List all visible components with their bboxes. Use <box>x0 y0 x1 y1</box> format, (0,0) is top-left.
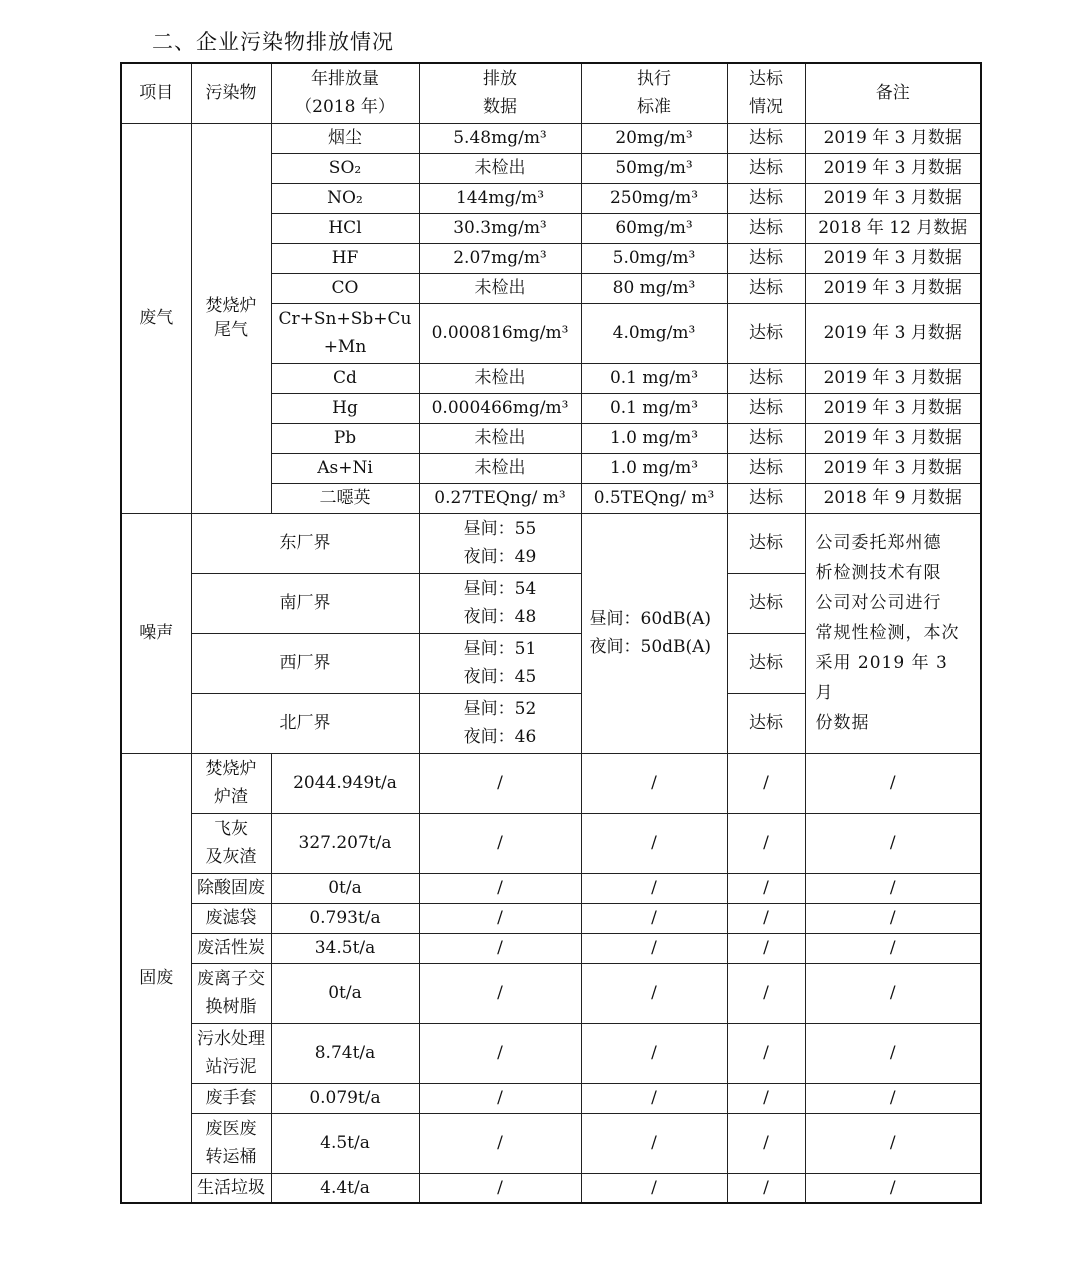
standard-value: 1.0 mg/m³ <box>581 453 727 483</box>
status-value: 达标 <box>727 153 805 183</box>
standard-value: 20mg/m³ <box>581 123 727 153</box>
waste-name: 废活性炭 <box>191 933 271 963</box>
status-value: / <box>727 903 805 933</box>
table-row <box>121 513 981 573</box>
standard-value: 0.1 mg/m³ <box>581 393 727 423</box>
status-value: 达标 <box>727 123 805 153</box>
remark-value: 2019 年 3 月数据 <box>805 393 981 423</box>
standard-value: / <box>581 903 727 933</box>
standard-value: 80 mg/m³ <box>581 273 727 303</box>
noise-night: 夜间：46 <box>463 727 537 747</box>
remark-value: 2018 年 12 月数据 <box>805 213 981 243</box>
waste-name-line1: 废医废 <box>205 1119 257 1139</box>
remark-value: 2019 年 3 月数据 <box>805 453 981 483</box>
standard-value: 5.0mg/m³ <box>581 243 727 273</box>
boundary-name: 南厂界 <box>191 573 419 633</box>
emission-value: 未检出 <box>419 363 581 393</box>
waste-name-line1: 焚烧炉 <box>205 759 257 779</box>
standard-value: / <box>581 873 727 903</box>
emission-value: / <box>419 963 581 1023</box>
header-standard-line2: 标准 <box>637 97 671 118</box>
emission-value: / <box>419 933 581 963</box>
remark-value: 2019 年 3 月数据 <box>805 303 981 363</box>
emission-table <box>120 62 982 1204</box>
noise-standard-day: 昼间：60dB(A) <box>589 609 712 629</box>
boundary-name: 西厂界 <box>191 633 419 693</box>
remark-value: 2019 年 3 月数据 <box>805 363 981 393</box>
emission-value: 0.000816mg/m³ <box>419 303 581 363</box>
status-value: 达标 <box>727 273 805 303</box>
standard-value: / <box>581 1023 727 1083</box>
status-value: 达标 <box>727 483 805 513</box>
emission-value: / <box>419 753 581 813</box>
standard-value: 50mg/m³ <box>581 153 727 183</box>
remark-line: 份数据 <box>815 713 870 733</box>
status-value: / <box>727 933 805 963</box>
waste-name-line1: 污水处理 <box>197 1029 265 1049</box>
remark-value: 2019 年 3 月数据 <box>805 273 981 303</box>
waste-amount: 0t/a <box>271 963 419 1023</box>
standard-value: / <box>581 1113 727 1173</box>
remark-value: / <box>805 933 981 963</box>
source-line1: 焚烧炉 <box>205 296 257 316</box>
waste-amount: 327.207t/a <box>271 813 419 873</box>
emission-value: / <box>419 813 581 873</box>
standard-value: / <box>581 813 727 873</box>
header-remark: 备注 <box>805 63 981 123</box>
standard-value: 60mg/m³ <box>581 213 727 243</box>
emission-value: / <box>419 1113 581 1173</box>
noise-day: 昼间：54 <box>463 579 537 599</box>
remark-value: / <box>805 1083 981 1113</box>
pollutant-name: CO <box>271 273 419 303</box>
table-row <box>121 1173 981 1203</box>
emission-value: 未检出 <box>419 423 581 453</box>
table-row <box>121 813 981 873</box>
header-status-line2: 情况 <box>749 97 783 118</box>
pollutant-name: 二噁英 <box>271 483 419 513</box>
waste-name-line2: 转运桶 <box>205 1147 257 1167</box>
status-value: 达标 <box>727 633 805 693</box>
emission-value: / <box>419 873 581 903</box>
remark-value: 2019 年 3 月数据 <box>805 423 981 453</box>
remark-line: 析检测技术有限 <box>815 563 942 583</box>
waste-name-line2: 及灰渣 <box>205 847 257 867</box>
emission-value: / <box>419 1173 581 1203</box>
emission-value: 未检出 <box>419 273 581 303</box>
emission-value: 30.3mg/m³ <box>419 213 581 243</box>
pollutant-name: Pb <box>271 423 419 453</box>
pollutant-name: HF <box>271 243 419 273</box>
waste-name-line2: 站污泥 <box>205 1057 257 1077</box>
waste-name <box>191 963 271 1023</box>
emission-value: 0.27TEQng/ m³ <box>419 483 581 513</box>
standard-value: / <box>581 933 727 963</box>
pollutant-name-line2: +Mn <box>323 337 367 357</box>
waste-name: 废手套 <box>191 1083 271 1113</box>
waste-name <box>191 753 271 813</box>
status-value: / <box>727 1113 805 1173</box>
pollutant-name <box>271 303 419 363</box>
noise-day: 昼间：52 <box>463 699 537 719</box>
pollutant-name: SO₂ <box>271 153 419 183</box>
waste-name: 废滤袋 <box>191 903 271 933</box>
standard-value: 250mg/m³ <box>581 183 727 213</box>
remark-value: / <box>805 753 981 813</box>
status-value: / <box>727 1173 805 1203</box>
remark-value: 2019 年 3 月数据 <box>805 183 981 213</box>
standard-value: 0.1 mg/m³ <box>581 363 727 393</box>
header-emission-line2: 数据 <box>483 97 517 118</box>
status-value: 达标 <box>727 303 805 363</box>
standard-value: / <box>581 753 727 813</box>
noise-remark <box>805 513 981 753</box>
noise-night: 夜间：45 <box>463 667 537 687</box>
waste-amount: 8.74t/a <box>271 1023 419 1083</box>
section-title: 二、企业污染物排放情况 <box>152 30 394 54</box>
remark-value: / <box>805 1023 981 1083</box>
table-row <box>121 873 981 903</box>
category-waste-gas: 废气 <box>121 123 191 513</box>
standard-value: / <box>581 1083 727 1113</box>
remark-value: / <box>805 813 981 873</box>
emission-value: 2.07mg/m³ <box>419 243 581 273</box>
table-row <box>121 963 981 1023</box>
waste-name-line2: 炉渣 <box>214 787 248 807</box>
noise-value <box>419 693 581 753</box>
pollutant-name: Cd <box>271 363 419 393</box>
waste-amount: 0t/a <box>271 873 419 903</box>
waste-gas-source <box>191 123 271 513</box>
status-value: 达标 <box>727 573 805 633</box>
waste-amount: 4.4t/a <box>271 1173 419 1203</box>
header-status-line1: 达标 <box>749 69 783 90</box>
header-standard-line1: 执行 <box>637 69 671 90</box>
noise-day: 昼间：55 <box>463 519 537 539</box>
emission-value: 未检出 <box>419 453 581 483</box>
emission-value: / <box>419 1023 581 1083</box>
remark-line: 采用 2019 年 3 月 <box>815 653 948 703</box>
pollutant-name: NO₂ <box>271 183 419 213</box>
remark-line: 常规性检测，本次 <box>815 623 960 643</box>
noise-night: 夜间：48 <box>463 607 537 627</box>
table-row <box>121 903 981 933</box>
status-value: / <box>727 813 805 873</box>
waste-amount: 0.079t/a <box>271 1083 419 1113</box>
status-value: / <box>727 1023 805 1083</box>
remark-value: 2019 年 3 月数据 <box>805 243 981 273</box>
remark-value: / <box>805 873 981 903</box>
pollutant-name-line1: Cr+Sn+Sb+Cu <box>278 309 412 329</box>
waste-name: 生活垃圾 <box>191 1173 271 1203</box>
emission-value: 未检出 <box>419 153 581 183</box>
remark-value: 2018 年 9 月数据 <box>805 483 981 513</box>
noise-value <box>419 633 581 693</box>
header-emission-line1: 排放 <box>483 69 517 90</box>
remark-value: / <box>805 1113 981 1173</box>
table-row <box>121 753 981 813</box>
source-line2: 尾气 <box>214 320 248 340</box>
noise-value <box>419 513 581 573</box>
noise-day: 昼间：51 <box>463 639 537 659</box>
header-row <box>121 63 981 123</box>
header-standard <box>581 63 727 123</box>
remark-value: / <box>805 963 981 1023</box>
table-row <box>121 933 981 963</box>
pollutant-name: As+Ni <box>271 453 419 483</box>
header-annual <box>271 63 419 123</box>
emission-value: 144mg/m³ <box>419 183 581 213</box>
remark-value: 2019 年 3 月数据 <box>805 153 981 183</box>
table-row <box>121 123 981 153</box>
noise-standard <box>581 513 727 753</box>
waste-name <box>191 1023 271 1083</box>
standard-value: 1.0 mg/m³ <box>581 423 727 453</box>
waste-name: 除酸固废 <box>191 873 271 903</box>
header-annual-line2: （2018 年） <box>295 97 395 118</box>
waste-amount: 2044.949t/a <box>271 753 419 813</box>
remark-line: 公司对公司进行 <box>815 593 942 613</box>
standard-value: 4.0mg/m³ <box>581 303 727 363</box>
status-value: / <box>727 873 805 903</box>
noise-value <box>419 573 581 633</box>
standard-value: / <box>581 963 727 1023</box>
waste-name <box>191 1113 271 1173</box>
boundary-name: 北厂界 <box>191 693 419 753</box>
status-value: 达标 <box>727 183 805 213</box>
table-row <box>121 1083 981 1113</box>
status-value: 达标 <box>727 363 805 393</box>
category-solid-waste: 固废 <box>121 753 191 1203</box>
waste-amount: 0.793t/a <box>271 903 419 933</box>
remark-value: 2019 年 3 月数据 <box>805 123 981 153</box>
status-value: 达标 <box>727 453 805 483</box>
emission-value: / <box>419 903 581 933</box>
remark-value: / <box>805 1173 981 1203</box>
pollutant-name: HCl <box>271 213 419 243</box>
pollutant-name: 烟尘 <box>271 123 419 153</box>
header-status <box>727 63 805 123</box>
waste-name-line2: 换树脂 <box>205 997 257 1017</box>
waste-amount: 4.5t/a <box>271 1113 419 1173</box>
emission-value: / <box>419 1083 581 1113</box>
noise-night: 夜间：49 <box>463 547 537 567</box>
header-annual-line1: 年排放量 <box>311 69 379 90</box>
remark-value: / <box>805 903 981 933</box>
header-pollutant: 污染物 <box>191 63 271 123</box>
header-emission <box>419 63 581 123</box>
table-row <box>121 1023 981 1083</box>
status-value: 达标 <box>727 693 805 753</box>
noise-standard-night: 夜间：50dB(A) <box>589 637 712 657</box>
table-row <box>121 1113 981 1173</box>
waste-amount: 34.5t/a <box>271 933 419 963</box>
status-value: 达标 <box>727 513 805 573</box>
waste-name-line1: 飞灰 <box>214 819 248 839</box>
header-item: 项目 <box>121 63 191 123</box>
status-value: / <box>727 1083 805 1113</box>
status-value: 达标 <box>727 393 805 423</box>
status-value: / <box>727 753 805 813</box>
pollutant-name: Hg <box>271 393 419 423</box>
category-noise: 噪声 <box>121 513 191 753</box>
boundary-name: 东厂界 <box>191 513 419 573</box>
standard-value: / <box>581 1173 727 1203</box>
remark-line: 公司委托郑州德 <box>815 533 942 553</box>
standard-value: 0.5TEQng/ m³ <box>581 483 727 513</box>
status-value: 达标 <box>727 423 805 453</box>
status-value: / <box>727 963 805 1023</box>
status-value: 达标 <box>727 213 805 243</box>
waste-name <box>191 813 271 873</box>
waste-name-line1: 废离子交 <box>197 969 265 989</box>
emission-value: 0.000466mg/m³ <box>419 393 581 423</box>
emission-value: 5.48mg/m³ <box>419 123 581 153</box>
status-value: 达标 <box>727 243 805 273</box>
